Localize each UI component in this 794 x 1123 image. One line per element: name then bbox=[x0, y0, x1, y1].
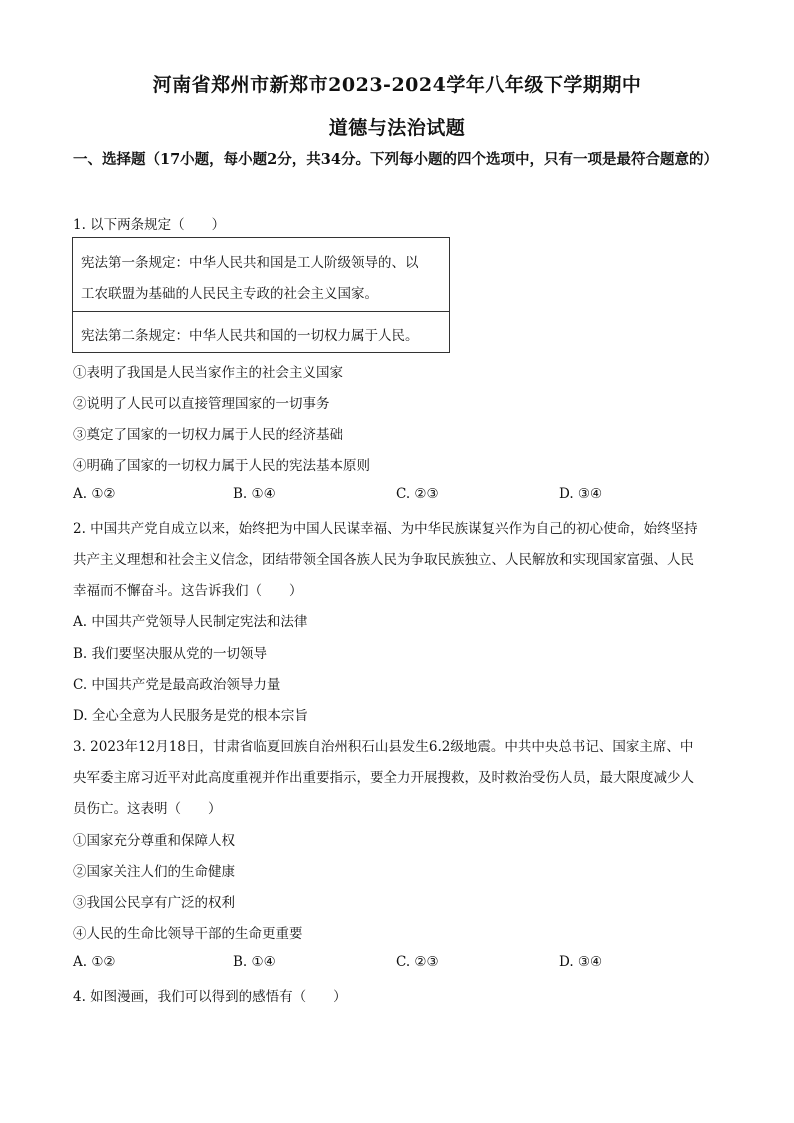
exam-subject-title: 道德与法治试题 bbox=[328, 117, 466, 139]
q2-option-b[interactable]: B. 我们要坚决服从党的一切领导 bbox=[73, 646, 268, 662]
q4-stem: 4. 如图漫画，我们可以得到的感悟有（ ） bbox=[73, 989, 347, 1005]
q1-option-a[interactable]: A. ①② bbox=[73, 486, 116, 502]
q3-statement-2: ②国家关注人们的生命健康 bbox=[73, 864, 235, 880]
q1-stem: 1. 以下两条规定（ ） bbox=[73, 217, 226, 233]
q1-option-d[interactable]: D. ③④ bbox=[559, 486, 603, 502]
q3-statement-1: ①国家充分尊重和保障人权 bbox=[73, 833, 235, 849]
q1-statement-2: ②说明了人民可以直接管理国家的一切事务 bbox=[73, 396, 330, 412]
q3-stem-line2: 央军委主席习近平对此高度重视并作出重要指示，要全力开展搜救，及时救治受伤人员，最大限度减少人 bbox=[73, 770, 694, 786]
q2-stem-line1: 2. 中国共产党自成立以来，始终把为中国人民谋幸福、为中华民族谋复兴作为自己的初心使命，始终坚持 bbox=[73, 521, 698, 537]
exam-title: 河南省郑州市新郑市2023-2024学年八年级下学期期中 bbox=[152, 74, 642, 96]
q1-statement-4: ④明确了国家的一切权力属于人民的宪法基本原则 bbox=[73, 458, 370, 474]
q2-stem-line3: 幸福而不懈奋斗。这告诉我们（ ） bbox=[73, 583, 303, 599]
q1-statement-3: ③奠定了国家的一切权力属于人民的经济基础 bbox=[73, 427, 343, 443]
q1-box-line3: 宪法第二条规定：中华人民共和国的一切权力属于人民。 bbox=[81, 328, 419, 344]
q1-option-b[interactable]: B. ①④ bbox=[233, 486, 276, 502]
q3-stem-line3: 员伤亡。这表明（ ） bbox=[73, 801, 222, 817]
q1-box-line2: 工农联盟为基础的人民民主专政的社会主义国家。 bbox=[81, 286, 378, 302]
q1-box-line1: 宪法第一条规定：中华人民共和国是工人阶级领导的、以 bbox=[81, 255, 419, 271]
q1-box-divider bbox=[73, 311, 449, 312]
q3-statement-3: ③我国公民享有广泛的权利 bbox=[73, 895, 235, 911]
q3-option-b[interactable]: B. ①④ bbox=[233, 954, 276, 970]
q3-statement-4: ④人民的生命比领导干部的生命更重要 bbox=[73, 926, 303, 942]
q1-statement-1: ①表明了我国是人民当家作主的社会主义国家 bbox=[73, 365, 343, 381]
q2-option-c[interactable]: C. 中国共产党是最高政治领导力量 bbox=[73, 677, 281, 693]
section-heading: 一、选择题（17小题，每小题2分，共34分。下列每小题的四个选项中，只有一项是最符合题意的） bbox=[73, 151, 718, 168]
q2-option-a[interactable]: A. 中国共产党领导人民制定宪法和法律 bbox=[73, 614, 308, 630]
q3-option-c[interactable]: C. ②③ bbox=[396, 954, 439, 970]
q2-option-d[interactable]: D. 全心全意为人民服务是党的根本宗旨 bbox=[73, 708, 308, 724]
q3-option-d[interactable]: D. ③④ bbox=[559, 954, 603, 970]
q2-stem-line2: 共产主义理想和社会主义信念，团结带领全国各族人民为争取民族独立、人民解放和实现国家富强、人民 bbox=[73, 552, 694, 568]
q1-option-c[interactable]: C. ②③ bbox=[396, 486, 439, 502]
q3-stem-line1: 3. 2023年12月18日，甘肃省临夏回族自治州积石山县发生6.2级地震。中共中央总书记、国家主席、中 bbox=[73, 739, 694, 755]
q3-option-a[interactable]: A. ①② bbox=[73, 954, 116, 970]
q1-quote-box bbox=[72, 237, 450, 353]
